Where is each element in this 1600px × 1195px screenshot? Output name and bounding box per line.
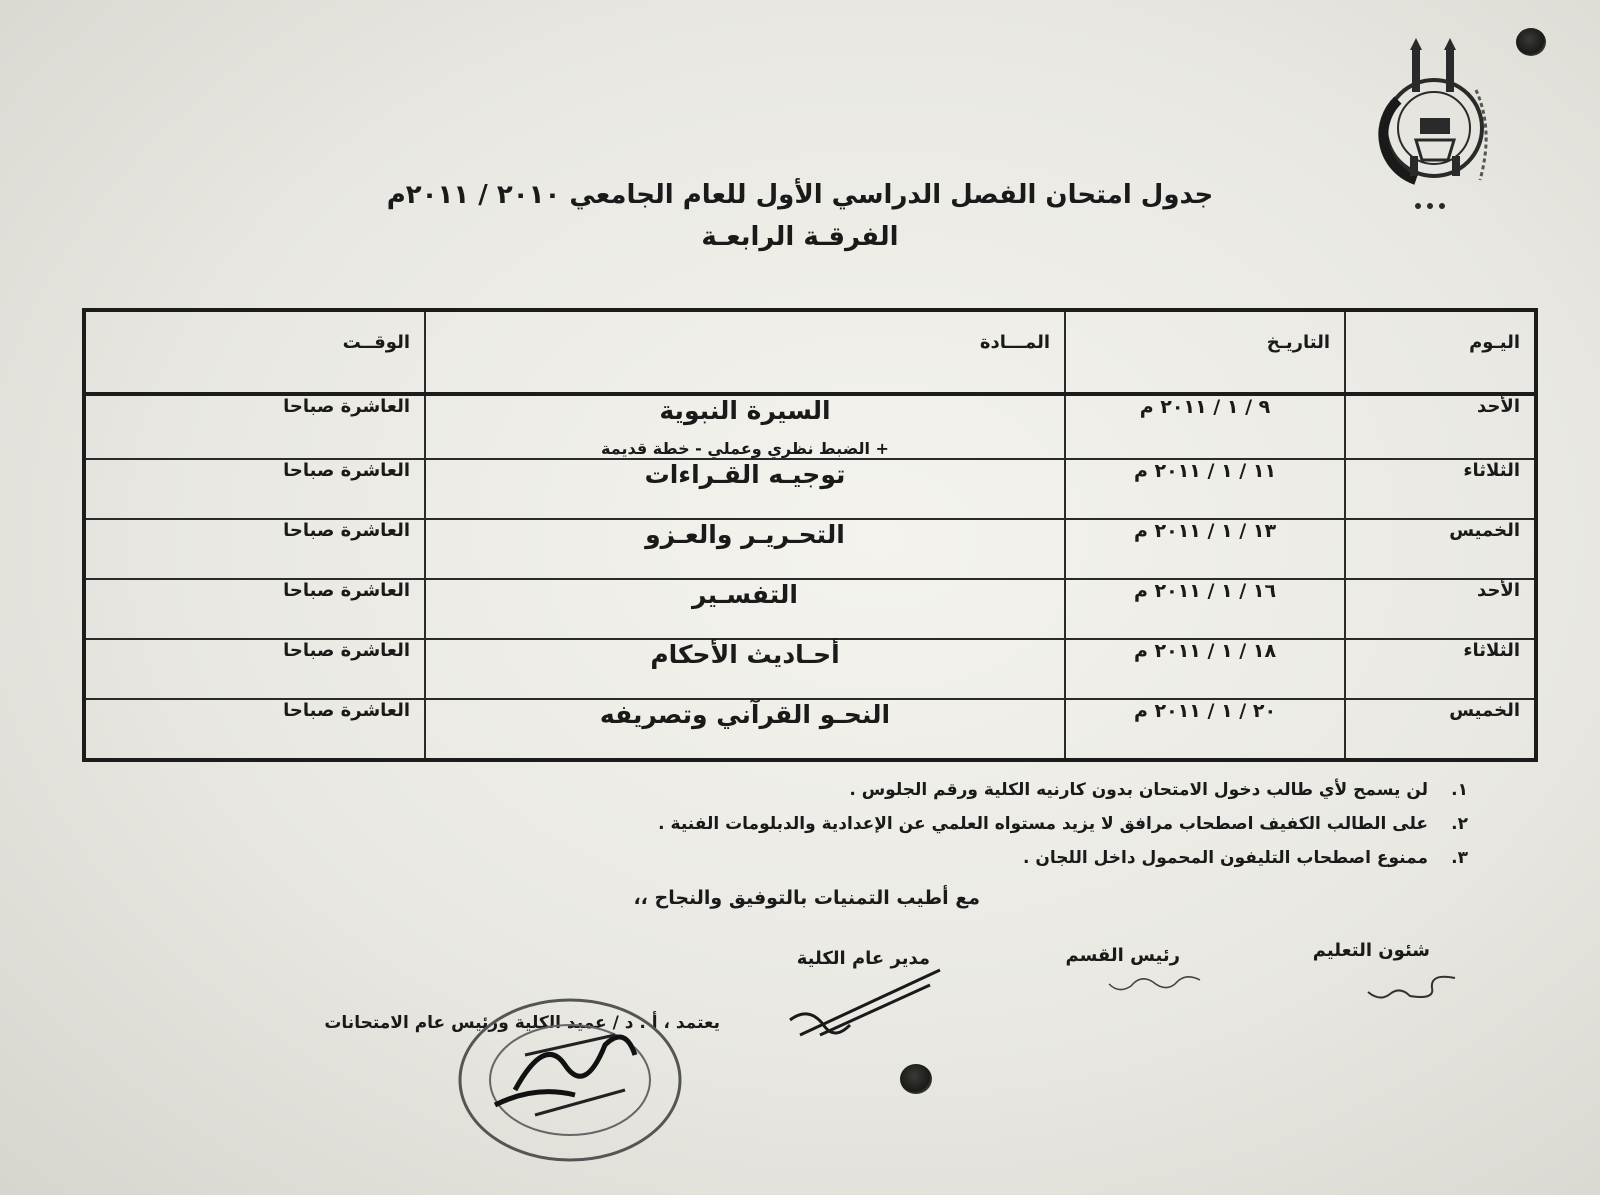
cell-time: العاشرة صباحا <box>84 639 425 699</box>
header-date: التاريـخ <box>1065 310 1345 394</box>
signature-title-approval: يعتمد ، أ . د / عميد الكلية ورئيس عام الامتحانات <box>324 1013 720 1033</box>
cell-time: العاشرة صباحا <box>84 699 425 760</box>
signature-education-affairs <box>1360 968 1460 1008</box>
signature-college-director <box>780 965 950 1045</box>
page-subtitle: الفرقـة الرابعـة <box>701 222 899 252</box>
note-text: على الطالب الكفيف اصطحاب مرافق لا يزيد مستواه العلمي عن الإعدادية والدبلومات الفنية . <box>658 814 1428 834</box>
signature-title-education-affairs: شئون التعليم <box>1312 940 1430 961</box>
cell-day: الخميس <box>1345 699 1536 760</box>
cell-date: ١٦ / ١ / ٢٠١١ م <box>1065 579 1345 639</box>
cell-date: ١٨ / ١ / ٢٠١١ م <box>1065 639 1345 699</box>
subject-note: + الضبط نظري وعملي - خطة قديمة <box>601 439 889 458</box>
signature-department-head <box>1105 968 1205 998</box>
cell-subject: التحـريـر والعـزو <box>425 519 1065 579</box>
list-item <box>268 780 1468 800</box>
page-title: جدول امتحان الفصل الدراسي الأول للعام الجامعي ٢٠١٠ / ٢٠١١م <box>386 180 1214 210</box>
header-day: اليـوم <box>1345 310 1536 394</box>
list-item <box>268 814 1468 834</box>
official-seal-stamp-icon <box>455 995 705 1165</box>
cell-subject: النحـو القرآني وتصريفه <box>425 699 1065 760</box>
cell-time: العاشرة صباحا <box>84 579 425 639</box>
cell-date: ٢٠ / ١ / ٢٠١١ م <box>1065 699 1345 760</box>
subject-name: السيرة النبوية <box>659 396 831 425</box>
instructions-list <box>268 780 1468 882</box>
cell-day: الأحد <box>1345 394 1536 459</box>
note-number: ٣. <box>1451 848 1468 868</box>
table-row <box>84 519 1536 579</box>
table-row <box>84 394 1536 459</box>
punch-hole-bottom <box>900 1064 932 1094</box>
university-crest-icon <box>1376 30 1512 220</box>
cell-time: العاشرة صباحا <box>84 459 425 519</box>
table-row <box>84 579 1536 639</box>
cell-day: الأحد <box>1345 579 1536 639</box>
cell-time: العاشرة صباحا <box>84 394 425 459</box>
note-text: ممنوع اصطحاب التليفون المحمول داخل اللجان . <box>1022 848 1428 868</box>
cell-day: الثلاثاء <box>1345 639 1536 699</box>
note-text: لن يسمح لأي طالب دخول الامتحان بدون كارنيه الكلية ورقم الجلوس . <box>849 780 1428 800</box>
cell-date: ١٣ / ١ / ٢٠١١ م <box>1065 519 1345 579</box>
punch-hole-top <box>1516 28 1546 56</box>
table-row <box>84 639 1536 699</box>
cell-subject: توجيـه القـراءات <box>425 459 1065 519</box>
table-row <box>84 699 1536 760</box>
title-block <box>300 180 1300 252</box>
cell-day: الخميس <box>1345 519 1536 579</box>
header-time: الوقــت <box>84 310 425 394</box>
note-number: ١. <box>1451 780 1468 800</box>
signature-title-college-director: مدير عام الكلية <box>796 948 930 969</box>
cell-subject: أحـاديث الأحكام <box>425 639 1065 699</box>
cell-subject: التفسـير <box>425 579 1065 639</box>
table-row <box>84 459 1536 519</box>
cell-date: ٩ / ١ / ٢٠١١ م <box>1065 394 1345 459</box>
signature-title-department-head: رئيس القسم <box>1065 945 1180 966</box>
note-number: ٢. <box>1451 814 1468 834</box>
list-item <box>268 848 1468 868</box>
cell-time: العاشرة صباحا <box>84 519 425 579</box>
table-header-row <box>84 310 1536 394</box>
header-subject: المـــادة <box>425 310 1065 394</box>
cell-subject <box>425 394 1065 459</box>
cell-date: ١١ / ١ / ٢٠١١ م <box>1065 459 1345 519</box>
closing-wishes: مع أطيب التمنيات بالتوفيق والنجاح ،، <box>633 887 980 909</box>
cell-day: الثلاثاء <box>1345 459 1536 519</box>
exam-schedule-table <box>82 308 1538 762</box>
